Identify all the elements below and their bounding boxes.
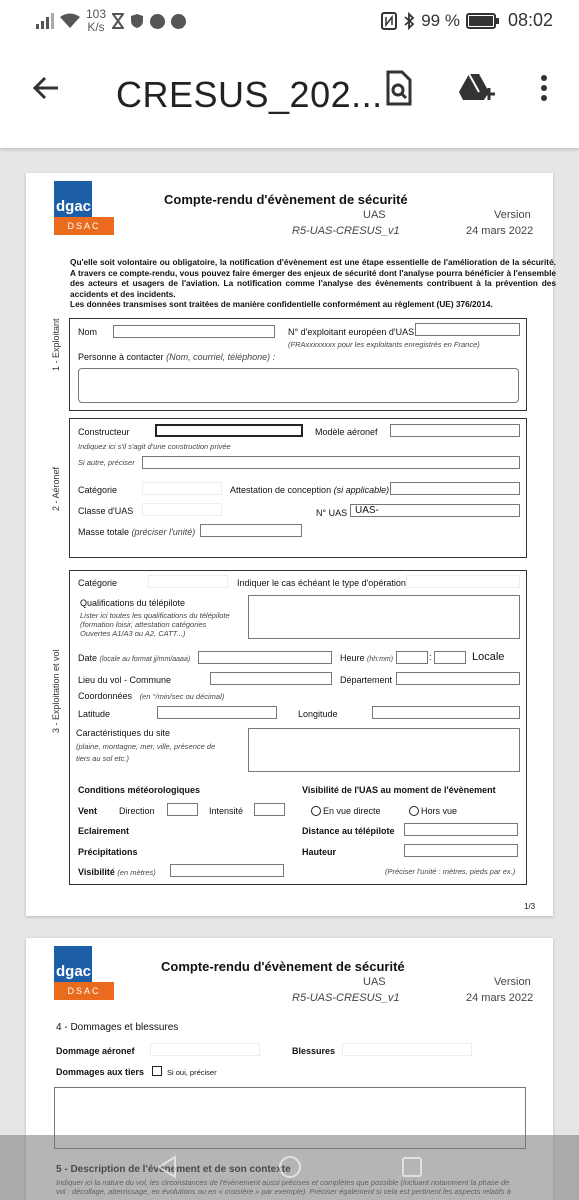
section-4-title: 4 - Dommages et blessures [56, 1022, 179, 1033]
section-3-label: 3 - Exploitation et vol [51, 649, 61, 733]
navigation-bar [0, 1135, 579, 1200]
label-lieu: Lieu du vol - Commune [78, 675, 172, 685]
label-direction: Direction [119, 806, 155, 816]
unit-hint: (Préciser l'unité : mètres, pieds par ex.) [385, 867, 516, 876]
label-meteo: Conditions météorologiques [78, 785, 201, 795]
site-hint-2: tiers au sol etc.) [76, 754, 129, 763]
label-dommage-aero: Dommage aéronef [56, 1046, 135, 1056]
signal-icon [36, 13, 54, 29]
qualif-hint-3: Ouvertes A1/A3 ou A2, CATT...) [80, 629, 186, 638]
label-latitude: Latitude [78, 709, 111, 719]
nav-home-icon[interactable] [278, 1155, 302, 1179]
battery-text: 99 % [421, 10, 460, 30]
field-nuas[interactable]: UAS- [350, 504, 520, 517]
label-longitude: Longitude [298, 709, 338, 719]
label-heure: Heure (hh:mm) [340, 653, 394, 663]
status-right [381, 10, 553, 31]
field-latitude[interactable] [157, 706, 277, 719]
facebook-icon [150, 14, 165, 29]
field-hauteur[interactable] [404, 844, 518, 857]
label-coords: Coordonnées (en °/min/sec ou décimal) [78, 691, 225, 701]
label-constructeur: Constructeur [78, 427, 130, 437]
label-qualif: Qualifications du télépilote [80, 598, 186, 608]
form-reference: R5-UAS-CRESUS_v1 [292, 992, 400, 1004]
intro-text: Qu'elle soit volontaire ou obligatoire, la notification d'évènement est une étape essentielle de l'amélioration de la sécurité. A travers ce compte-rendu, vous pouvez faire émerger des enjeux de sécurité dont l'analyse pourra bénéficier à l'ensemble des acteurs et usagers de l'aviation. La notification comme l'analyse des évènements contribuent à la prévention des accidents et des incidents. Les données transmises sont traitées de manière confidentielle conformément au règlement (UE) 376/2014. [70, 257, 556, 309]
label-site: Caractéristiques du site [76, 728, 171, 738]
label-s3-categorie: Catégorie [78, 578, 118, 588]
label-en-vue: En vue directe [323, 806, 381, 816]
section-exploitant [69, 318, 527, 411]
label-intensite: Intensité [209, 806, 244, 816]
label-visibilite-uas: Visibilité de l'UAS au moment de l'évènement [302, 785, 496, 795]
field-departement[interactable] [396, 672, 520, 685]
label-departement: Département [340, 675, 393, 685]
nav-recents-icon[interactable] [400, 1155, 424, 1179]
field-s3-categorie[interactable] [148, 575, 228, 588]
label-contact: Personne à contacter (Nom, courriel, téléphone) : [78, 352, 276, 362]
label-operator-no: N° d'exploitant européen d'UAS [288, 327, 415, 337]
nav-back-icon[interactable] [155, 1155, 179, 1179]
nfc-icon [381, 12, 397, 30]
label-dommages-tiers: Dommages aux tiers [56, 1067, 145, 1077]
dgac-logo: dgac DSAC [54, 181, 114, 237]
pdf-page-1 [26, 173, 556, 916]
facebook-icon [171, 14, 186, 29]
version-date: 24 mars 2022 [466, 992, 534, 1004]
version-date: 24 mars 2022 [466, 225, 534, 237]
form-title: Compte-rendu d'évènement de sécurité [161, 959, 405, 974]
label-attestation: Attestation de conception (si applicable) [230, 485, 390, 495]
label-hauteur: Hauteur [302, 847, 337, 857]
checkbox-dommages-tiers[interactable] [152, 1066, 162, 1076]
field-modele[interactable] [390, 424, 520, 437]
more-vert-icon[interactable] [524, 68, 564, 108]
dgac-logo: dgac DSAC [54, 946, 114, 1002]
field-heure-h[interactable] [396, 651, 428, 664]
label-categorie: Catégorie [78, 485, 118, 495]
field-classe[interactable] [142, 503, 222, 516]
field-constructeur[interactable] [155, 424, 303, 437]
field-dommage-aero[interactable] [150, 1043, 260, 1056]
form-title: Compte-rendu d'évènement de sécurité [164, 192, 408, 207]
field-autre[interactable] [142, 456, 520, 469]
qualif-hint-1: Lister ici toutes les qualifications du télépilote [80, 611, 230, 620]
radio-hors-vue[interactable] [409, 806, 419, 816]
status-bar [0, 0, 579, 44]
wifi-icon [60, 13, 80, 29]
label-vent: Vent [78, 806, 98, 816]
field-categorie[interactable] [142, 482, 222, 495]
label-hors-vue: Hors vue [421, 806, 458, 816]
field-intensite[interactable] [254, 803, 285, 816]
field-site[interactable] [248, 728, 520, 772]
label-si-oui: Si oui, préciser [167, 1068, 217, 1077]
autre-hint: Si autre, préciser [78, 458, 135, 467]
hourglass-icon [112, 13, 124, 29]
label-precip: Précipitations [78, 847, 138, 857]
battery-icon [466, 13, 496, 29]
field-heure-m[interactable] [434, 651, 466, 664]
field-qualif[interactable] [248, 595, 520, 639]
label-distance: Distance au télépilote [302, 826, 395, 836]
section-exploitation [69, 570, 527, 885]
field-longitude[interactable] [372, 706, 520, 719]
field-attestation[interactable] [390, 482, 520, 495]
field-operator-no[interactable] [415, 323, 520, 336]
form-subject: UAS [363, 976, 386, 988]
page-number: 1/3 [524, 902, 536, 911]
network-speed: 103 K/s [86, 7, 107, 34]
shield-icon [130, 13, 144, 29]
field-type-op[interactable] [406, 575, 520, 588]
field-contact[interactable] [78, 368, 519, 403]
version-label: Version [494, 976, 531, 988]
section-1-label: 1 - Exploitant [51, 318, 61, 371]
form-reference: R5-UAS-CRESUS_v1 [292, 225, 400, 237]
field-masse[interactable] [200, 524, 302, 537]
document-title: CRESUS_202... [116, 74, 383, 115]
site-hint-1: (plaine, montagne, mer, ville, présence de [76, 742, 216, 751]
label-eclairement: Eclairement [78, 826, 130, 836]
operator-hint: (FRAxxxxxxxx pour les exploitants enregistrés en France) [288, 340, 480, 349]
label-date: Date (locale au format jj/mm/aaaa) [78, 653, 191, 663]
label-nuas: N° UAS [316, 508, 348, 518]
time-colon: : [429, 652, 432, 662]
label-nom: Nom [78, 327, 98, 337]
field-nom[interactable] [113, 325, 275, 338]
app-bar [0, 44, 579, 148]
radio-en-vue[interactable] [311, 806, 321, 816]
clock: 08:02 [507, 10, 553, 30]
label-classe: Classe d'UAS [78, 506, 134, 516]
form-subject: UAS [363, 209, 386, 221]
label-visibilite: Visibilité (en mètres) [78, 867, 156, 877]
label-modele: Modèle aéronef [315, 427, 378, 437]
label-masse: Masse totale (préciser l'unité) [78, 527, 196, 537]
field-date[interactable] [198, 651, 332, 664]
field-distance[interactable] [404, 823, 518, 836]
label-locale: Locale [472, 651, 505, 663]
field-lieu[interactable] [210, 672, 332, 685]
qualif-hint-2: (formation loisir, attestation catégories [80, 620, 207, 629]
private-hint: Indiquez ici s'il s'agit d'une construction privée [78, 442, 231, 451]
search-document-icon[interactable] [378, 68, 418, 108]
label-blessures: Blessures [292, 1046, 336, 1056]
label-type-op: Indiquer le cas échéant le type d'opération [237, 578, 406, 588]
arrow-back-icon[interactable] [28, 70, 64, 106]
field-direction[interactable] [167, 803, 198, 816]
field-visibilite[interactable] [170, 864, 284, 877]
drive-add-icon[interactable] [455, 68, 495, 108]
section-2-label: 2 - Aéronef [51, 466, 61, 511]
section-aeronef [69, 418, 527, 558]
version-label: Version [494, 209, 531, 221]
bluetooth-icon [403, 12, 415, 30]
field-blessures[interactable] [342, 1043, 472, 1056]
status-left [36, 8, 186, 34]
